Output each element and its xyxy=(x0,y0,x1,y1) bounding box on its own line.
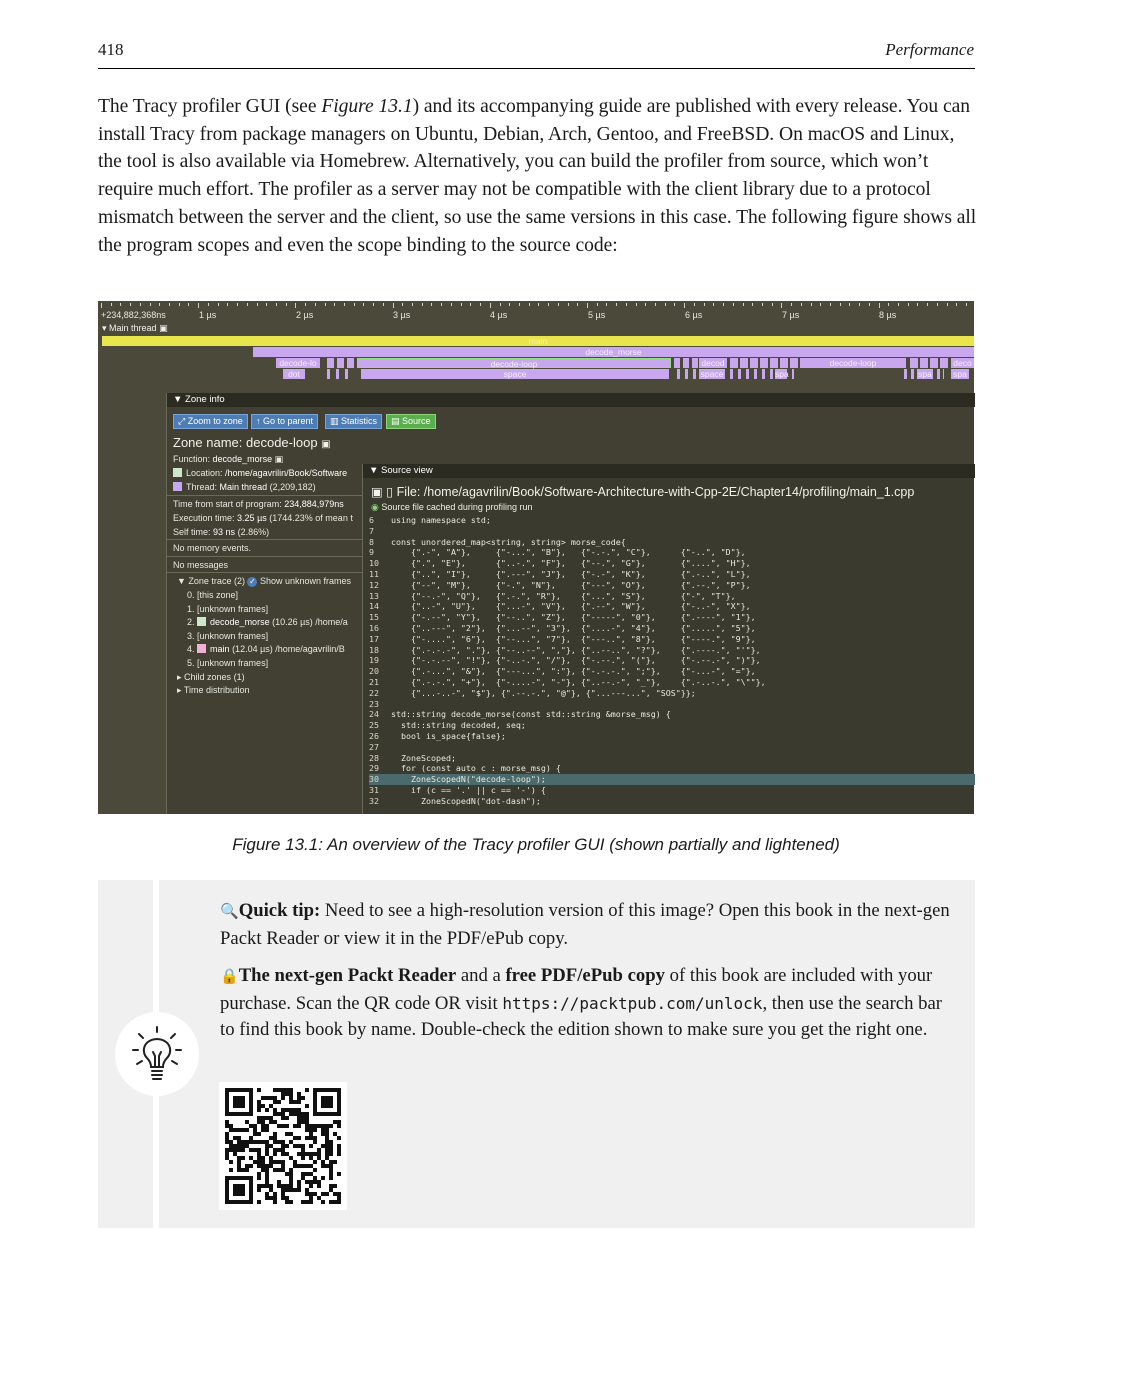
time-distribution-header[interactable]: ▸ Time distribution xyxy=(177,685,250,695)
timeline-tick xyxy=(218,303,219,306)
line-number: 27 xyxy=(369,741,379,752)
zone-color-swatch xyxy=(173,468,182,477)
separator xyxy=(167,539,362,540)
copy-icon[interactable]: ▣ xyxy=(321,439,331,450)
line-number: 21 xyxy=(369,676,379,687)
timeline-tick xyxy=(694,303,695,306)
code-text: const unordered_map<string, string> morse_code{ xyxy=(391,536,626,547)
code-text: {"..---", "2"}, {"...--", "3"}, {"....-", "4"}, {".....", "5"}, xyxy=(391,622,756,633)
code-line[interactable] xyxy=(369,677,975,688)
zone-decode-loop[interactable]: decod xyxy=(699,358,727,368)
timeline-tick xyxy=(636,303,637,306)
copy-icon[interactable]: ▣ xyxy=(371,485,383,499)
zone-name-row: Zone name: decode-loop ▣ xyxy=(173,435,331,450)
tick-label: 4 µs xyxy=(490,310,508,320)
timeline-tick xyxy=(295,303,296,308)
timeline-tick xyxy=(470,303,471,306)
tracy-profiler-screenshot xyxy=(98,301,974,814)
zone-dot-dash[interactable]: dot xyxy=(283,369,305,379)
zone-decode-loop-small[interactable] xyxy=(326,358,334,368)
timeline-tick xyxy=(237,303,238,306)
timeline-tick xyxy=(917,303,918,306)
source-code xyxy=(369,515,975,807)
line-number: 29 xyxy=(369,763,379,774)
trace-item[interactable]: 3. [unknown frames] xyxy=(187,631,269,641)
code-line[interactable] xyxy=(369,796,975,807)
trace-item[interactable]: 2. decode_morse (10.26 µs) /home/a xyxy=(187,617,348,627)
zone-decode-loop[interactable]: decode-loop xyxy=(800,358,906,368)
zone-space[interactable]: spa xyxy=(775,369,789,379)
zone-decode-loop-small[interactable] xyxy=(346,358,354,368)
timeline-tick xyxy=(743,303,744,306)
code-line[interactable] xyxy=(369,569,975,580)
code-line[interactable] xyxy=(369,655,975,666)
code-text: {"-.--", "Y"}, {"--..", "Z"}, {"-----", "0"}, {".----", "1"}, xyxy=(391,612,756,623)
timeline-tick xyxy=(568,303,569,306)
timeline-tick xyxy=(402,303,403,306)
line-number: 11 xyxy=(369,568,379,579)
timeline-tick xyxy=(772,303,773,306)
no-messages: No messages xyxy=(173,560,229,570)
thread-icon: ▣ xyxy=(159,323,168,333)
thread-color-swatch xyxy=(173,482,182,491)
zone-space[interactable]: space xyxy=(700,369,724,379)
page-number: 418 xyxy=(98,40,124,59)
unlock-paragraph: 🔒The next-gen Packt Reader and a free PDF/ePub copy of this book are included with your purchase. Scan the QR code OR visit https://packtpub.com/unlock, then use the search bar to find this book by name. Double-check the edition shown to make sure you get the right one. xyxy=(220,965,942,1040)
timeline-tick xyxy=(548,303,549,306)
unlock-url[interactable]: https://packtpub.com/unlock xyxy=(502,993,763,1013)
zone-small-cluster[interactable] xyxy=(326,369,350,379)
timeline-tick xyxy=(898,303,899,306)
timeline-tick xyxy=(179,303,180,306)
tick-label: 2 µs xyxy=(296,310,314,320)
timeline-tick xyxy=(325,303,326,306)
timeline-tick xyxy=(684,303,685,308)
zone-space[interactable]: spa xyxy=(951,369,969,379)
timeline-tick xyxy=(811,303,812,306)
timeline-tick xyxy=(927,303,928,306)
tick-label: 7 µs xyxy=(782,310,800,320)
timeline-tick xyxy=(937,303,938,306)
timeline-tick xyxy=(762,303,763,306)
timeline-tick xyxy=(490,303,491,308)
timeline-tick xyxy=(558,303,559,306)
timeline-tick xyxy=(840,303,841,306)
timeline-tick xyxy=(120,303,121,306)
trace-item[interactable]: 0. [this zone] xyxy=(187,590,239,600)
timeline-tick xyxy=(266,303,267,306)
timeline-tick xyxy=(461,303,462,306)
code-text: bool is_space{false}; xyxy=(391,730,506,741)
tick-label: 1 µs xyxy=(199,310,217,320)
no-memory-events: No memory events. xyxy=(173,543,252,553)
code-text: {".-.-.-", "."}, {"--..--", ","}, {"..--..", "?"}, {".----.", "'"}, xyxy=(391,644,761,655)
line-number: 22 xyxy=(369,687,379,698)
line-number: 17 xyxy=(369,633,379,644)
code-text: {".", "E"}, {"..-.", "F"}, {"--.", "G"}, {"....", "H"}, xyxy=(391,558,751,569)
timeline-tick xyxy=(383,303,384,306)
code-line[interactable] xyxy=(369,785,975,796)
tick-label: 8 µs xyxy=(879,310,897,320)
code-text: std::string decode_morse(const std::string &morse_msg) { xyxy=(391,709,671,720)
tick-label: 5 µs xyxy=(588,310,606,320)
code-line[interactable] xyxy=(369,623,975,634)
timeline-tick xyxy=(169,303,170,306)
code-line[interactable] xyxy=(369,526,975,537)
line-number: 13 xyxy=(369,590,379,601)
timeline-tick xyxy=(500,303,501,306)
lightbulb-icon xyxy=(115,1012,199,1096)
file-icon: ▤ xyxy=(391,416,400,426)
zone-main[interactable]: main xyxy=(102,336,974,346)
timeline-tick xyxy=(956,303,957,306)
timeline-tick xyxy=(412,303,413,306)
timeline-tick xyxy=(538,303,539,306)
timeline-tick xyxy=(159,303,160,306)
zone-decode-loop-small[interactable] xyxy=(673,358,680,368)
timeline-tick xyxy=(227,303,228,306)
code-line[interactable] xyxy=(369,709,975,720)
separator xyxy=(167,572,362,573)
code-text: {".-.-.", "+"}, {"-....-", "-"}, {"..--.-", "_"}, {".-..-.", "\""}, xyxy=(391,676,766,687)
source-view-title[interactable]: ▼ Source view xyxy=(363,464,975,478)
code-text: std::string decoded, seq; xyxy=(391,720,526,731)
timeline-tick xyxy=(752,303,753,306)
code-line[interactable] xyxy=(369,774,975,785)
zone-small[interactable] xyxy=(791,369,794,379)
database-icon: ◉ xyxy=(371,502,379,512)
code-line[interactable] xyxy=(369,731,975,742)
timeline-tick xyxy=(451,303,452,306)
cached-note: ◉ Source file cached during profiling run xyxy=(371,502,533,512)
code-text: using namespace std; xyxy=(391,515,491,525)
line-number: 23 xyxy=(369,698,379,709)
timeline-tick xyxy=(393,303,394,308)
timeline-tick xyxy=(529,303,530,306)
code-line[interactable] xyxy=(369,688,975,699)
code-text: {"...-..-", "$"}, {".--.-.", "@"}, {"...---...", "SOS"}}; xyxy=(391,687,696,698)
code-text: {"..", "I"}, {".---", "J"}, {"-.-", "K"}, {".-..", "L"}, xyxy=(391,568,751,579)
timeline-tick xyxy=(577,303,578,306)
code-text: {"-....", "6"}, {"--...", "7"}, {"---..", "8"}, {"----.", "9"}, xyxy=(391,633,756,644)
line-number: 18 xyxy=(369,644,379,655)
line-number: 19 xyxy=(369,655,379,666)
timeline-tick xyxy=(781,303,782,308)
timeline-tick xyxy=(422,303,423,306)
code-text: {"..-", "U"}, {"...-", "V"}, {".--", "W"}, {"-..-", "X"}, xyxy=(391,601,751,612)
timeline-start-label: +234,882,368ns xyxy=(101,310,166,320)
code-line[interactable] xyxy=(369,699,975,710)
function-row: Function: decode_morse ▣ xyxy=(173,454,284,464)
child-zones-header[interactable]: ▸ Child zones (1) xyxy=(177,672,245,682)
figure-caption: Figure 13.1: An overview of the Tracy profiler GUI (shown partially and lightened) xyxy=(232,835,840,854)
location-row: Location: /home/agavrilin/Book/Software xyxy=(173,468,347,478)
timeline-tick xyxy=(849,303,850,306)
timeline-tick xyxy=(354,303,355,306)
zone-space[interactable]: spa xyxy=(918,369,932,379)
zone-small-cluster[interactable] xyxy=(729,369,774,379)
file-icon: ▯ xyxy=(386,485,394,499)
line-number: 12 xyxy=(369,579,379,590)
timeline-tick xyxy=(879,303,880,308)
code-text: {"-.-.--", "!"}, {"-..-.", "/"}, {"-.--.", "("}, {"-.--.-", ")"}, xyxy=(391,655,761,666)
timeline-tick xyxy=(665,303,666,306)
zone-decode-loop-small[interactable] xyxy=(691,358,698,368)
timeline-tick xyxy=(334,303,335,306)
zone-decode-loop[interactable]: deco xyxy=(951,358,974,368)
arrow-up-icon: ↑ xyxy=(256,416,261,426)
line-number: 8 xyxy=(369,536,374,547)
tick-label: 3 µs xyxy=(393,310,411,320)
zone-info-title[interactable]: ▼ Zone info xyxy=(167,393,975,407)
timeline-tick xyxy=(626,303,627,306)
timeline-tick xyxy=(247,303,248,306)
timeline-tick xyxy=(830,303,831,306)
line-number: 25 xyxy=(369,720,379,731)
timeline-tick xyxy=(908,303,909,306)
line-number: 6 xyxy=(369,515,374,525)
timeline-tick xyxy=(198,303,199,308)
code-text: {"--.-", "Q"}, {".-.", "R"}, {"...", "S"}, {"-", "T"}, xyxy=(391,590,736,601)
timeline-tick xyxy=(655,303,656,306)
magnifier-icon: 🔍 xyxy=(220,904,239,920)
self-time-row: Self time: 93 ns (2.86%) xyxy=(173,527,270,537)
source-button[interactable]: ▤ Source xyxy=(386,414,436,429)
timeline-tick xyxy=(276,303,277,306)
code-text: if (c == '.' || c == '-') { xyxy=(391,784,546,795)
chart-icon: ▥ xyxy=(330,416,339,426)
body-paragraph: The Tracy profiler GUI (see Figure 13.1) and its accompanying guide are published with every release. You can install Tracy from package managers on Ubuntu, Debian, Arch, Gentoo, and FreeBSD. On macOS and Linux, the tool is also available via Homebrew. Alternatively, you can build the profiler from source, which won’t require much effort. The profiler as a server may not be compatible with the client library due to a protocol mismatch between the server and the client, so use the same versions in this case. The following figure shows all the program scopes and even the scope binding to the source code: xyxy=(98,96,977,256)
zone-small-cluster[interactable] xyxy=(676,369,698,379)
code-line[interactable] xyxy=(369,720,975,731)
execution-time-row: Execution time: 3.25 µs (1744.23% of mean t xyxy=(173,513,353,523)
zone-space[interactable]: space xyxy=(361,369,669,379)
line-number: 14 xyxy=(369,601,379,612)
timeline-tick xyxy=(208,303,209,306)
code-text: ZoneScoped; xyxy=(391,752,456,763)
code-line[interactable] xyxy=(369,645,975,656)
zone-decode-loop-cluster[interactable] xyxy=(729,358,799,368)
qr-code[interactable] xyxy=(219,1082,347,1210)
zone-decode-loop-cluster[interactable] xyxy=(909,358,949,368)
source-view-window xyxy=(362,464,974,814)
zone-small-cluster[interactable] xyxy=(903,369,915,379)
code-text: ZoneScopedN("dot-dash"); xyxy=(391,795,541,806)
zone-color-swatch xyxy=(197,644,206,653)
tick-label: 6 µs xyxy=(685,310,703,320)
go-to-parent-button[interactable]: ↑ Go to parent xyxy=(251,414,318,429)
code-line[interactable] xyxy=(369,558,975,569)
timeline-tick xyxy=(130,303,131,306)
line-number: 31 xyxy=(369,784,379,795)
timeline-tick xyxy=(286,303,287,306)
zone-color-swatch xyxy=(197,617,206,626)
timeline-tick xyxy=(597,303,598,306)
line-number: 7 xyxy=(369,525,374,536)
timeline-tick xyxy=(101,303,102,308)
zone-decode-loop[interactable]: decode-lo xyxy=(276,358,320,368)
code-text: ZoneScopedN("decode-loop"); xyxy=(391,774,546,785)
zone-trace-header[interactable]: ▼ Zone trace (2) ✓ Show unknown frames xyxy=(177,576,352,586)
timeline-tick xyxy=(713,303,714,306)
timeline-tick xyxy=(587,303,588,308)
code-line[interactable] xyxy=(369,601,975,612)
timeline-tick xyxy=(801,303,802,306)
zone-decode-loop-small[interactable] xyxy=(336,358,344,368)
timeline-tick xyxy=(257,303,258,306)
thread-header[interactable]: ▾ Main thread ▣ xyxy=(102,323,168,333)
time-from-start-row: Time from start of program: 234,884,979ns xyxy=(173,499,344,509)
line-number: 20 xyxy=(369,666,379,677)
timeline-tick xyxy=(888,303,889,306)
code-text: {"--", "M"}, {"-.", "N"}, {"---", "O"}, {".--.", "P"}, xyxy=(391,579,751,590)
timeline-tick xyxy=(140,303,141,306)
timeline-tick xyxy=(791,303,792,306)
timeline-tick xyxy=(509,303,510,306)
trace-item[interactable]: 1. [unknown frames] xyxy=(187,604,269,614)
running-header-title: Performance xyxy=(885,40,974,59)
timeline-tick xyxy=(947,303,948,306)
timeline-tick xyxy=(820,303,821,306)
code-line[interactable] xyxy=(369,515,975,526)
line-number: 24 xyxy=(369,709,379,720)
timeline-tick xyxy=(616,303,617,306)
timeline-tick xyxy=(441,303,442,306)
line-number: 10 xyxy=(369,558,379,569)
zone-decode-loop-small[interactable] xyxy=(682,358,689,368)
timeline-ruler xyxy=(98,301,974,323)
separator xyxy=(167,495,362,496)
timeline-tick xyxy=(859,303,860,306)
separator xyxy=(167,556,362,557)
timeline-tick xyxy=(188,303,189,306)
code-line[interactable] xyxy=(369,753,975,764)
lock-icon: 🔒 xyxy=(220,969,239,985)
zoom-to-zone-button[interactable]: ⤢ Zoom to zone xyxy=(173,414,248,429)
statistics-button[interactable]: ▥ Statistics xyxy=(325,414,382,429)
checkbox-checked-icon[interactable]: ✓ xyxy=(249,577,256,586)
timeline-tick xyxy=(480,303,481,306)
line-number: 26 xyxy=(369,730,379,741)
timeline-tick xyxy=(431,303,432,306)
line-number: 15 xyxy=(369,612,379,623)
line-number: 16 xyxy=(369,622,379,633)
line-number: 9 xyxy=(369,547,374,558)
timeline-tick xyxy=(674,303,675,306)
timeline-tick xyxy=(704,303,705,306)
timeline-tick xyxy=(606,303,607,306)
code-line[interactable] xyxy=(369,666,975,677)
timeline-tick xyxy=(315,303,316,306)
trace-item[interactable]: 5. [unknown frames] xyxy=(187,658,269,668)
thread-row: Thread: Main thread (2,209,182) xyxy=(173,482,316,492)
copy-icon[interactable]: ▣ xyxy=(274,454,284,464)
quick-tip-paragraph: 🔍Quick tip: Need to see a high-resolution version of this image? Open this book in the next-gen Packt Reader or view it in the PDF/ePub copy. xyxy=(220,900,950,949)
code-line[interactable] xyxy=(369,547,975,558)
timeline-tick xyxy=(733,303,734,306)
timeline-tick xyxy=(723,303,724,306)
code-text: {".-...", "&"}, {"---...", ":"}, {"-.-.-.", ";"}, {"-...-", "="}, xyxy=(391,666,756,677)
code-text: {".-", "A"}, {"-...", "B"}, {"-.-.", "C"}, {"-..", "D"}, xyxy=(391,547,746,558)
timeline-tick xyxy=(519,303,520,306)
line-number: 32 xyxy=(369,795,379,806)
timeline-tick xyxy=(966,303,967,306)
code-line[interactable] xyxy=(369,763,975,774)
source-file-row: ▣ ▯ File: /home/agavrilin/Book/Software-Architecture-with-Cpp-2E/Chapter14/profiling/main_1.cpp xyxy=(371,485,915,499)
figure-reference[interactable]: Figure 13.1 xyxy=(321,96,413,117)
timeline-tick xyxy=(373,303,374,306)
code-line[interactable] xyxy=(369,742,975,753)
line-number: 28 xyxy=(369,752,379,763)
zone-decode-morse[interactable]: decode_morse xyxy=(253,347,974,357)
timeline-tick xyxy=(305,303,306,306)
line-number: 30 xyxy=(369,774,379,785)
timeline-tick xyxy=(111,303,112,306)
code-line[interactable] xyxy=(369,580,975,591)
code-line[interactable] xyxy=(369,612,975,623)
code-line[interactable] xyxy=(369,591,975,602)
timeline-tick xyxy=(869,303,870,306)
timeline-tick xyxy=(150,303,151,306)
timeline-tick xyxy=(344,303,345,306)
trace-item[interactable]: 4. main (12.04 µs) /home/agavrilin/B xyxy=(187,644,345,654)
zoom-icon: ⤢ xyxy=(178,416,186,426)
zone-decode-loop-selected[interactable]: decode-loop xyxy=(357,358,671,368)
code-text: for (const auto c : morse_msg) { xyxy=(391,763,561,774)
code-line[interactable] xyxy=(369,537,975,548)
timeline-tick xyxy=(645,303,646,306)
code-line[interactable] xyxy=(369,634,975,645)
timeline-tick xyxy=(363,303,364,306)
zone-small-cluster[interactable] xyxy=(936,369,944,379)
header-rule xyxy=(98,68,975,69)
